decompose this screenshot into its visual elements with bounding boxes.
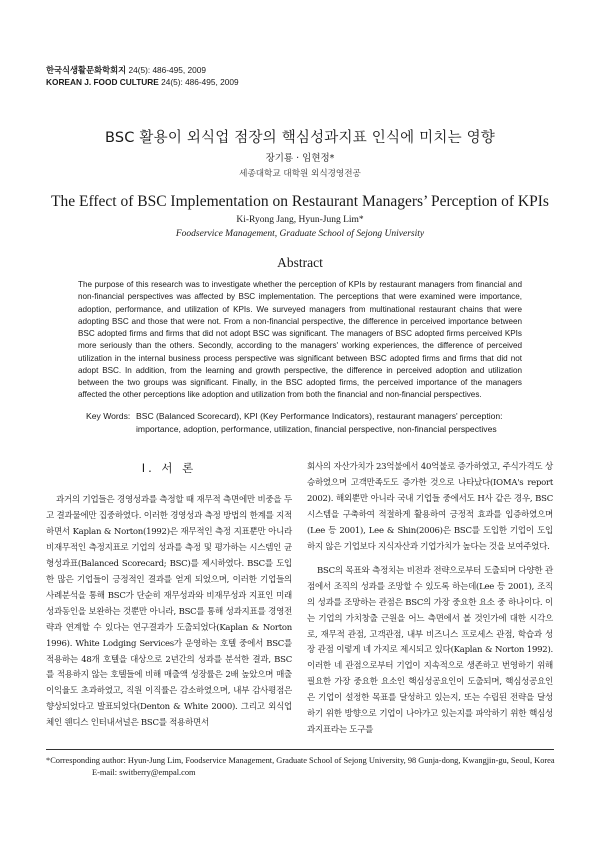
- left-column-paragraph: 과거의 기업들은 경영성과를 측정할 때 재무적 측면에만 비중을 두고 결과물에만 집중하였다. 이러한 경영성과 측정 방법의 한계를 지적하면서 Kaplan & Norton(1992)은 재무적인 측정 지표뿐만 아니라 비재무적인 측정지표로 기업의 성과를 측정 및 평가하는 시스템인 균형성과표(Balanced Scorecard; BSC)를 제시하였다. BSC를 도입한 많은 기업들이 긍정적인 결과를 얻게 되었으며, 이러한 기업들의 사례분석을 통해 BSC가 단순히 재무성과와 비재무성과 지표인 미래 성과동인을 보완하는 것뿐만 아니라, BSC를 통해 성과지표를 경영전략과 연계할 수 있다는 연구결과가 도출되었다(Kaplan & Norton 1996). White Lodging Services가 운영하는 호텔 중에서 BSC를 적용하는 48개 호텔을 대상으로 2년간의 성과를 분석한 결과, BSC를 적용하지 않는 호텔들에 비해 매출액 성장률은 2배 높았으며 매출 이익율도 초과하였고, 직원 이직률은 감소하였으며, 내부 감사평점은 향상되었다고 발표되었다(Denton & White 2000). 그리고 외식업체인 웬디스 인터내셔널은 BSC를 적용하면서: [46, 495, 292, 729]
- journal-header: [46, 64, 239, 88]
- keywords-text: BSC (Balanced Scorecard), KPI (Key Performance Indicators), restaurant managers' perception: importance, adoption, performance, utilization, financial perspective, non-financial perspectives: [136, 411, 503, 434]
- journal-line-en: [46, 76, 239, 88]
- footnote-divider: [46, 749, 554, 750]
- authors-korean: 장기룡 · 임현정*: [265, 153, 335, 164]
- affiliation-korean: 세종대학교 대학원 외식경영전공: [239, 169, 361, 179]
- affiliation-english: Foodservice Management, Graduate School of Sejong University: [175, 229, 425, 239]
- abstract-heading: Abstract: [277, 255, 323, 270]
- abstract-text: The purpose of this research was to investigate whether the perception of KPIs by restaurant managers from financial and non-financial perspectives was affected by BSC implementation. The perceptions that were examined were importance, adoption, performance, and utilization of KPIs. We surveyed managers from multinational restaurant chains that were adopting BSC and those that were not. From a non-financial perspective, the difference in perceived importance between BSC adopted firms and firms that did not adopt BSC was significant. The managers of BSC adopted firms perceived KPIs more seriously than the others. Secondly, according to the managers' working experiences, the difference of perceived utilization in the internal business process perspective was significant between BSC adopted firms and firms that did not adopt BSC. In addition, from the learning and growth perspective, the difference in perceived adoption and utilization between the two groups was significant. Finally, in the BSC adopted firms, the perceived importance of the managers affected the other perceptions like adoption and utilization from both the financial and non-financial perspectives.: [78, 280, 522, 400]
- right-column-paragraph-1: 회사의 자산가치가 23억불에서 40억불로 증가하였고, 주식가격도 상승하였으며 고객만족도도 증가한 것으로 나타났다(IOMA's report 2002). 해외뿐만 아니라 국내 기업들 중에서도 H사 같은 경우, BSC 시스템을 구축하여 적절하게 활용하여 긍정적 효과를 입증하였으며(Lee 등 2001), Lee & Shin(2006)은 BSC를 도입한 기업이 도입하지 않은 기업보다 지식자산과 기업가치가 높다는 것을 보여주었다.: [307, 462, 553, 552]
- journal-line-ko: [46, 64, 239, 76]
- footnote: [46, 755, 555, 778]
- right-column: [307, 460, 553, 739]
- footnote-corresponding-author: *Corresponding author: Hyun-Jung Lim, Foodservice Management, Graduate School of Sejong University, 98 Gunja-dong, Kwangjin-gu, Seoul, Korea: [46, 756, 555, 765]
- authors-english: Ki-Ryong Jang, Hyun-Jung Lim*: [236, 215, 364, 225]
- title-korean: BSC 활용이 외식업 점장의 핵심성과지표 인식에 미치는 영향: [104, 130, 496, 146]
- journal-issue-en: 24(5): 486-495, 2009: [158, 77, 239, 87]
- section-heading-introduction: I. 서 론: [141, 461, 197, 475]
- left-column: [46, 493, 292, 732]
- journal-issue-ko: 24(5): 486-495, 2009: [126, 65, 206, 75]
- right-column-paragraph-2: BSC의 목표와 측정치는 비전과 전략으로부터 도출되며 다양한 관점에서 조직의 성과를 조망할 수 있도록 하는데(Lee 등 2001), 조직의 성과를 조망하는 관점은 BSC의 가장 중요한 요소 중 하나이다. 이는 기업의 가치창출 근원을 어느 측면에서 볼 것인가에 대한 시각으로, 재무적 관점, 고객관점, 내부 비즈니스 프로세스 관점, 학습과 성장 관점 이렇게 네 가지로 제시되고 있다(Kaplan & Norton 1992). 이러한 네 관점으로부터 기업이 지속적으로 생존하고 번영하기 위해 필요한 가장 중요한 요소인 핵심성공요인이 도출되며, 핵심성공요인은 기업이 설정한 목표를 달성하고 있는지, 또는 수립된 전략을 달성하기 위한 방향으로 기업이 나아가고 있는지를 파악하기 위한 핵심성과지표라는 도구를: [307, 565, 553, 736]
- journal-name-ko: 한국식생활문화학회지: [46, 65, 127, 75]
- journal-name-en: KOREAN J. FOOD CULTURE: [46, 77, 159, 87]
- title-english: The Effect of BSC Implementation on Restaurant Managers’ Perception of KPIs: [51, 193, 549, 210]
- footnote-email: E-mail: switberry@empal.com: [92, 767, 196, 777]
- keywords-label: Key Words:: [86, 411, 131, 421]
